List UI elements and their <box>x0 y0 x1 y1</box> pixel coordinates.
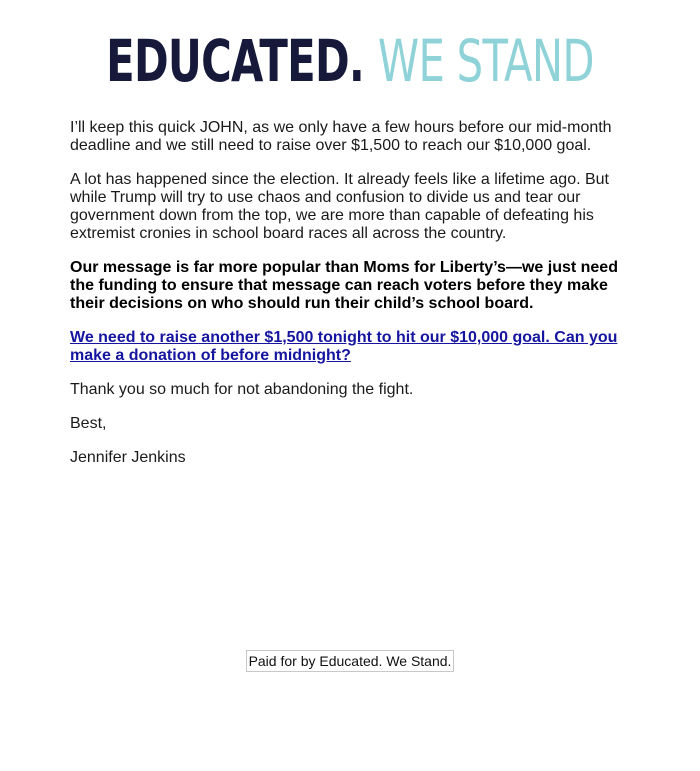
email-body <box>70 119 630 483</box>
logo-text-educated: EDUCATED. <box>106 27 365 95</box>
intro-paragraph: I’ll keep this quick JOHN, as we only have a few hours before our mid-month deadline and we still need to raise over $1,500 to reach our $10,000 goal. <box>70 119 612 154</box>
message-paragraph: Our message is far more popular than Moms for Liberty’s—we just need the funding to ensure that message can reach voters before they make their decisions on who should run their child’s school board. <box>70 259 618 312</box>
logo-text-we-stand: WE STAND <box>377 27 594 95</box>
thanks-paragraph: Thank you so much for not abandoning the fight. <box>70 381 414 398</box>
donate-link[interactable]: We need to raise another $1,500 tonight to hit our $10,000 goal. Can you make a donation of before midnight? <box>70 329 618 364</box>
footer <box>0 650 700 672</box>
election-paragraph: A lot has happened since the election. It already feels like a lifetime ago. But while Trump will try to use chaos and confusion to divide us and tear our government down from the top, we are more than capable of defeating his extremist cronies in school board races all across the country. <box>70 171 609 242</box>
paid-for-disclaimer: Paid for by Educated. We Stand. <box>246 650 455 672</box>
logo <box>98 28 602 94</box>
signature-text: Jennifer Jenkins <box>70 449 186 466</box>
closing-text: Best, <box>70 415 107 432</box>
